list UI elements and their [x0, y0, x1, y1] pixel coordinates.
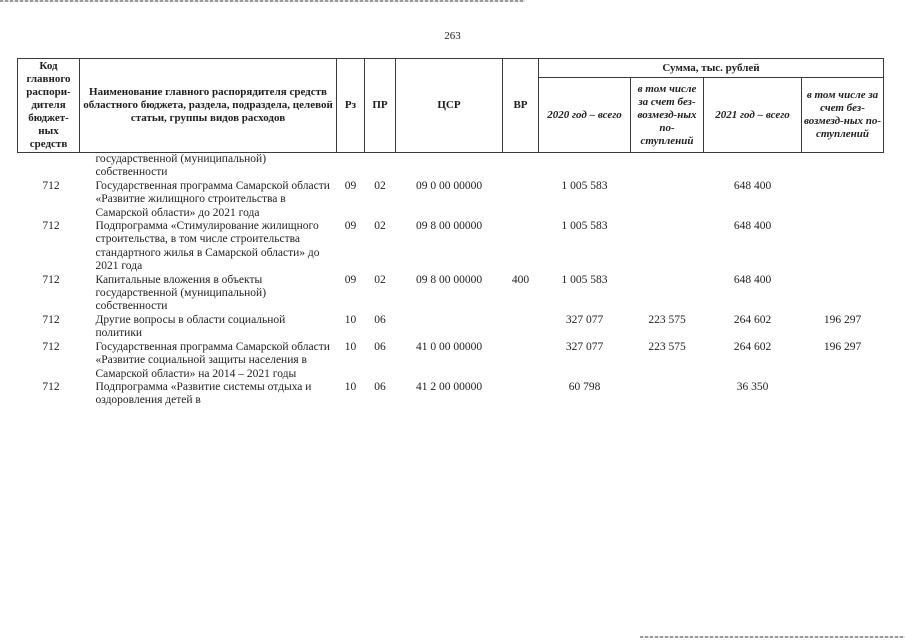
cell-2020-free: 223 575 [648, 340, 686, 353]
cell-csr: 09 8 00 00000 [415, 273, 483, 286]
cell-2021-total [704, 153, 802, 180]
scan-edge-top [0, 0, 525, 2]
cell-2020-total: 1 005 583 [561, 179, 608, 192]
cell-2021-total: 648 400 [733, 273, 772, 286]
cell-2021-free [802, 153, 884, 180]
cell-name: государственной (муниципальной) собственности [95, 153, 267, 179]
header-sum-group: Сумма, тыс. рублей [539, 59, 884, 78]
cell-2020-free: 223 575 [648, 313, 686, 326]
cell-2021-free [802, 274, 884, 314]
cell-csr: 09 8 00 00000 [415, 220, 483, 233]
header-2021-free: в том числе за счет без-возмезд-ных по-ступлений [802, 78, 884, 153]
header-2020-total: 2020 год – всего [539, 78, 631, 153]
table-header [18, 59, 884, 153]
header-code: Код главного распори-дителя бюджет-ных средств [18, 59, 80, 153]
cell-rz: 09 [344, 273, 357, 286]
cell-2020-total: 1 005 583 [561, 220, 608, 233]
cell-code: 712 [42, 220, 60, 233]
cell-2021-total: 648 400 [733, 179, 772, 192]
scan-edge-bottom [640, 636, 905, 638]
cell-name: Подпрограмма «Развитие системы отдыха и оздоровления детей в [95, 380, 312, 407]
cell-2020-free [631, 274, 704, 314]
cell-2020-total: 1 005 583 [561, 273, 608, 286]
table-row [18, 220, 884, 274]
cell-name: Капитальные вложения в объекты государственной (муниципальной) собственности [95, 273, 267, 313]
header-name: Наименование главного распорядителя средств областного бюджета, раздела, подраздела, целевой статьи, группы видов расходов [80, 59, 337, 153]
cell-pr: 06 [374, 380, 386, 393]
header-rz: Рз [337, 59, 365, 153]
header-pr: ПР [365, 59, 396, 153]
cell-pr: 02 [374, 179, 386, 192]
cell-vr [503, 314, 539, 341]
cell-vr: 400 [511, 273, 530, 286]
budget-table [17, 58, 884, 408]
cell-code: 712 [42, 179, 60, 192]
cell-2021-free [802, 381, 884, 408]
cell-2021-free: 196 297 [823, 313, 862, 326]
cell-rz: 10 [344, 380, 357, 393]
cell-name: Другие вопросы в области социальной политики [95, 313, 286, 340]
cell-name: Государственная программа Самарской области «Развитие жилищного строительства в Самарской области» до 2021 года [95, 179, 330, 219]
cell-2020-total [539, 153, 631, 180]
cell-code: 712 [42, 380, 60, 393]
cell-pr [365, 153, 396, 180]
cell-vr [503, 153, 539, 180]
table-row [18, 341, 884, 381]
cell-2020-free [631, 381, 704, 408]
table-row [18, 180, 884, 220]
cell-2020-free [631, 180, 704, 220]
cell-2020-free [631, 220, 704, 274]
header-2021-total: 2021 год – всего [704, 78, 802, 153]
cell-pr: 02 [374, 220, 386, 233]
cell-csr [396, 153, 503, 180]
cell-rz [337, 153, 365, 180]
table-body [18, 153, 884, 408]
cell-2021-total: 648 400 [733, 220, 772, 233]
cell-vr [503, 180, 539, 220]
cell-2020-total: 327 077 [565, 313, 604, 326]
cell-code: 712 [42, 313, 60, 326]
cell-pr: 02 [374, 273, 386, 286]
cell-code [18, 153, 80, 180]
cell-pr: 06 [374, 340, 386, 353]
cell-vr [503, 381, 539, 408]
cell-vr [503, 341, 539, 381]
cell-csr: 41 0 00 00000 [415, 340, 483, 353]
cell-rz: 10 [344, 340, 357, 353]
cell-2021-total: 264 602 [733, 340, 772, 353]
header-csr: ЦСР [396, 59, 503, 153]
cell-csr: 41 2 00 00000 [415, 380, 483, 393]
cell-2021-total: 264 602 [733, 313, 772, 326]
table-row [18, 314, 884, 341]
cell-name: Подпрограмма «Стимулирование жилищного строительства, в том числе строительства стандартного жилья в Самарской области» до 2021 года [95, 220, 320, 273]
cell-csr [396, 314, 503, 341]
cell-rz: 09 [344, 220, 357, 233]
cell-rz: 09 [344, 179, 357, 192]
cell-pr: 06 [374, 313, 386, 326]
cell-2021-free: 196 297 [823, 340, 862, 353]
cell-2020-total: 327 077 [565, 340, 604, 353]
cell-2021-free [802, 180, 884, 220]
cell-rz: 10 [344, 313, 357, 326]
cell-code: 712 [42, 340, 60, 353]
header-vr: ВР [503, 59, 539, 153]
cell-vr [503, 220, 539, 274]
cell-2021-free [802, 220, 884, 274]
cell-csr: 09 0 00 00000 [415, 179, 483, 192]
cell-2020-total: 60 798 [568, 380, 601, 393]
header-2020-free: в том числе за счет без-возмезд-ных по-ступлений [631, 78, 704, 153]
table-row [18, 274, 884, 314]
table-row [18, 381, 884, 408]
cell-2021-total: 36 350 [736, 380, 769, 393]
cell-name: Государственная программа Самарской области «Развитие социальной защиты населения в Самарской области» на 2014 – 2021 годы [95, 340, 330, 380]
cell-code: 712 [42, 273, 60, 286]
cell-2020-free [631, 153, 704, 180]
page-number: 263 [444, 30, 461, 42]
table-row [18, 153, 884, 180]
